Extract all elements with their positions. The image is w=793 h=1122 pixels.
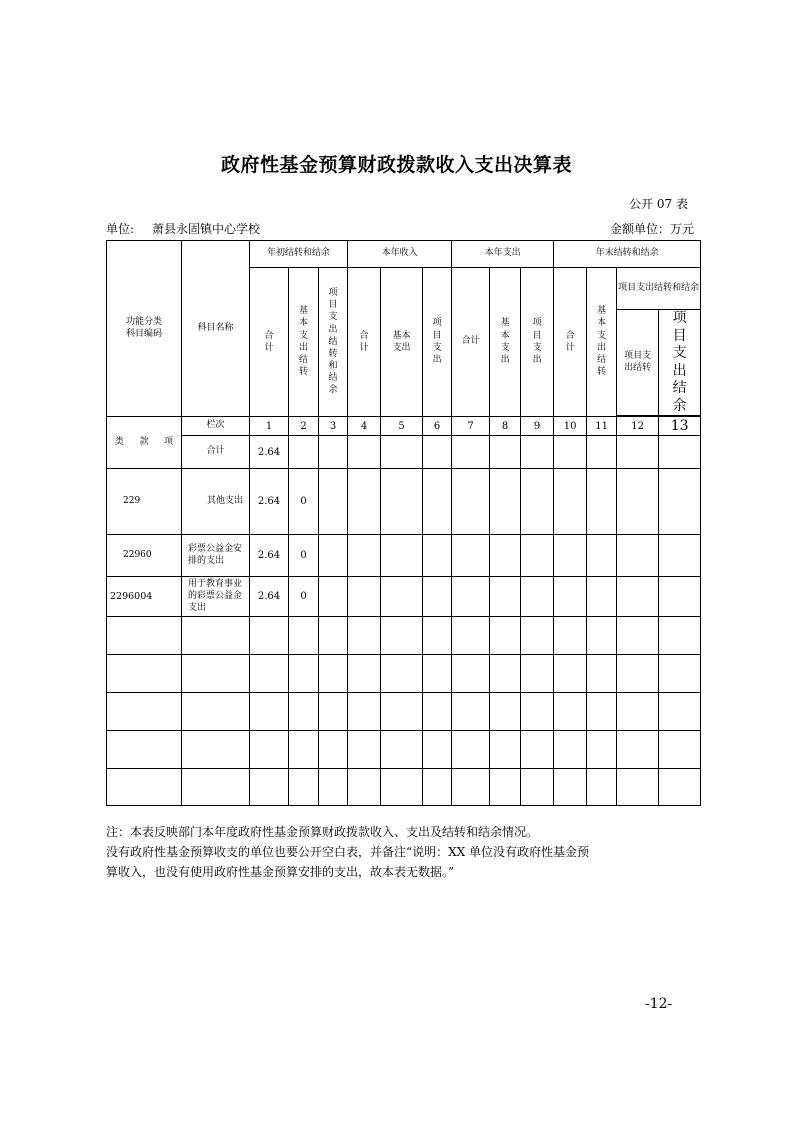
- expense-project-header: 项目支出: [521, 268, 554, 417]
- page-title: 政府性基金预算财政拨款收入支出决算表: [220, 154, 572, 176]
- total-row-c1: 2.64: [250, 436, 289, 469]
- empty-row: [107, 731, 701, 769]
- col-no-7: 7: [452, 417, 490, 436]
- col-no-5: 5: [381, 417, 423, 436]
- expense-total-header: 合计: [452, 268, 490, 417]
- col-no-9: 9: [521, 417, 554, 436]
- col-no-11: 11: [587, 417, 617, 436]
- income-header: 本年收入: [348, 241, 452, 268]
- row-name: 用于教育事业的彩票公益金支出: [182, 577, 250, 617]
- col-no-13: 13: [659, 417, 701, 436]
- row-c1: 2.64: [250, 577, 289, 617]
- end-proj-surplus-header: 项目支出结余: [659, 310, 701, 416]
- row-code: 2296004: [107, 577, 182, 617]
- end-project-sub-header: 项目支出结转和结余: [617, 268, 701, 310]
- col-no-10: 10: [554, 417, 587, 436]
- column-no-label: 栏次: [182, 417, 250, 436]
- income-basic-header: 基本支出: [381, 268, 423, 417]
- begin-basic-carry-header: 基本支出结转: [289, 268, 319, 417]
- row-c1: 2.64: [250, 535, 289, 577]
- table-row: [107, 469, 701, 535]
- row-name: 彩票公益金安排的支出: [182, 535, 250, 577]
- col-no-4: 4: [348, 417, 381, 436]
- end-balance-header: 年末结转和结余: [554, 241, 701, 268]
- row-c1: 2.64: [250, 469, 289, 535]
- income-project-header: 项目支出: [423, 268, 452, 417]
- empty-row: [107, 617, 701, 655]
- row-c2: 0: [289, 577, 319, 617]
- note-line: 算收入，也没有使用政府性基金预算安排的支出，故本表无数据。”: [106, 865, 455, 879]
- empty-row: [107, 693, 701, 731]
- table-row: [107, 577, 701, 617]
- table-note: [106, 822, 706, 882]
- page-number: -12-: [645, 996, 673, 1012]
- income-total-header: 合计: [348, 268, 381, 417]
- unit-name: 萧县永固镇中心学校: [152, 222, 261, 236]
- end-proj-carry-header: 项目支出结转: [617, 310, 659, 416]
- row-code: 22960: [107, 535, 182, 577]
- code-level-cells: [107, 417, 182, 469]
- note-line: 注：本表反映部门本年度政府性基金预算财政拨款收入、支出及结转和结余情况。: [106, 825, 539, 839]
- row-c2: 0: [289, 535, 319, 577]
- expense-header: 本年支出: [452, 241, 554, 268]
- kuan-label: 款: [139, 436, 149, 447]
- col-no-12: 12: [617, 417, 659, 436]
- begin-total-header: 合计: [250, 268, 289, 417]
- empty-row: [107, 769, 701, 806]
- row-c2: 0: [289, 469, 319, 535]
- note-line: 没有政府性基金预算收支的单位也要公开空白表，并备注“说明：XX 单位没有政府性基金预: [106, 845, 590, 859]
- unit-info: [106, 220, 260, 237]
- total-row-label: 合计: [182, 436, 250, 469]
- col-no-8: 8: [490, 417, 521, 436]
- col-no-1: 1: [250, 417, 289, 436]
- lei-label: 类: [114, 436, 124, 447]
- begin-project-carry-header: 项目支出结转和结余: [319, 268, 348, 417]
- expense-basic-header: 基本支出: [490, 268, 521, 417]
- begin-balance-header: 年初结转和结余: [250, 241, 348, 268]
- table-row: [107, 535, 701, 577]
- row-name: 其他支出: [182, 469, 250, 535]
- end-basic-carry-header: 基本支出结转: [587, 268, 617, 417]
- func-code-header: 功能分类 科目编码: [107, 241, 182, 417]
- budget-table: [106, 240, 701, 806]
- subject-name-header: 科目名称: [182, 241, 250, 417]
- amount-unit: 金额单位：万元: [609, 222, 694, 236]
- col-no-3: 3: [319, 417, 348, 436]
- unit-label: 单位:: [106, 222, 135, 236]
- col-no-2: 2: [289, 417, 319, 436]
- empty-row: [107, 655, 701, 693]
- col-no-6: 6: [423, 417, 452, 436]
- xiang-label: 项: [164, 436, 174, 447]
- end-total-header: 合计: [554, 268, 587, 417]
- row-code: 229: [107, 469, 182, 535]
- form-number: 公开 07 表: [629, 197, 688, 211]
